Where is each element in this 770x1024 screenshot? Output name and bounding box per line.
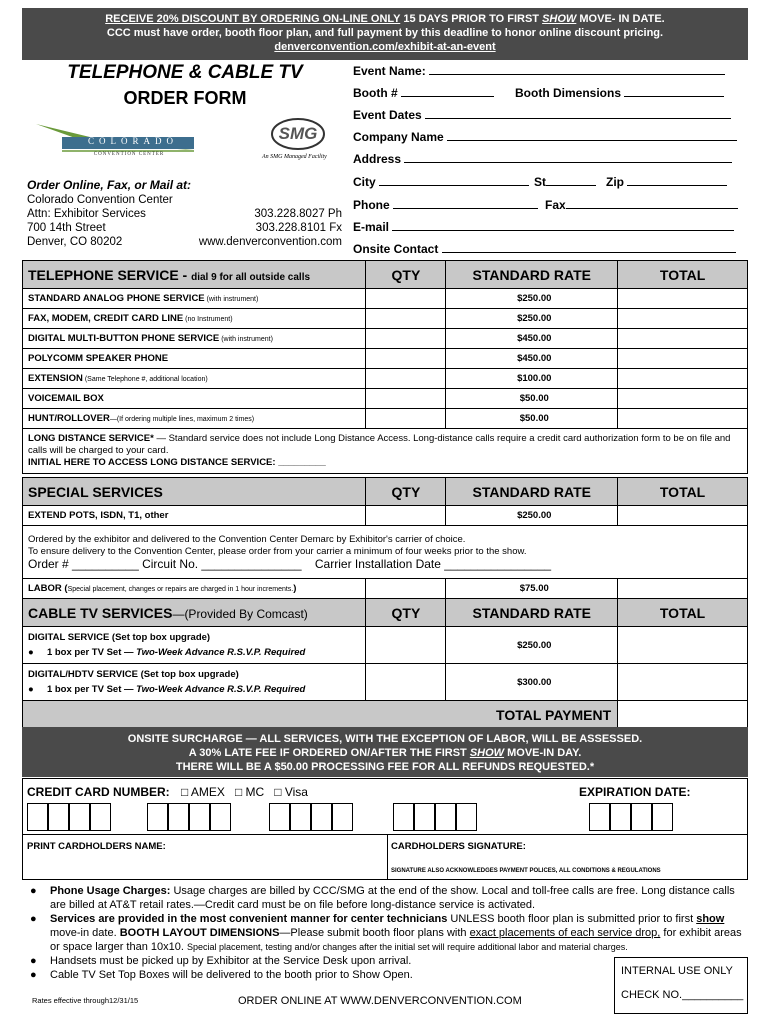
contact-fax: 303.228.8101 Fx [255,222,342,234]
booth-dimensions-label: Booth Dimensions [515,86,622,100]
rate-cell: $300.00 [446,664,618,701]
cable-provider: —(Provided By Comcast) [172,606,308,621]
address-name: Colorado Convention Center [27,194,173,206]
carrier-note-1: Ordered by the exhibitor and delivered to the Convention Center Demarc by Exhibitor's carrier of choice. [28,534,466,545]
rate-header: STANDARD RATE [446,599,618,627]
labor-label: LABOR ( [28,583,68,594]
row-label: HUNT/ROLLOVER [28,413,110,424]
smg-logo [262,116,328,166]
term-show: show [696,913,725,925]
colorado-logo-text: COLORADO [87,136,178,146]
total-cell[interactable] [618,329,748,349]
internal-use-label: INTERNAL USE ONLY [621,965,733,977]
row-note: (with instrument) [204,296,259,303]
contact-phone: 303.228.8027 Ph [254,208,342,220]
qty-cell[interactable] [366,289,446,309]
row-sub-italic: Two-Week Advance R.S.V.P. Required [136,684,306,695]
cable-title: CABLE TV SERVICES [28,604,173,621]
surcharge-line2-c: MOVE-IN DAY. [504,747,582,759]
onsite-contact-label: Onsite Contact [353,242,439,256]
row-label: EXTEND POTS, ISDN, T1, other [23,506,366,526]
qty-cell[interactable] [366,349,446,369]
qty-cell[interactable] [366,579,446,599]
rate-header: STANDARD RATE [446,261,618,289]
rate-cell: $250.00 [446,506,618,526]
event-dates-field[interactable] [353,108,731,122]
email-label: E-mail [353,220,390,234]
carrier-note-2: To ensure delivery to the Convention Center, please order from your carrier a minimum of four weeks prior to the show. [28,546,527,557]
rates-effective: Rates effective through12/31/15 [32,996,139,1005]
total-cell[interactable] [618,627,748,664]
rate-cell: $250.00 [446,309,618,329]
table-row [23,409,748,429]
table-row [23,369,748,389]
row-note: (no Instrument) [183,316,233,323]
row-label: DIGITAL SERVICE (Set top box upgrade) [28,632,211,643]
row-label: DIGITAL MULTI-BUTTON PHONE SERVICE [28,333,220,344]
carrier-note [23,526,748,579]
discount-banner [22,8,748,60]
telephone-services-table [22,260,748,474]
rate-cell: $50.00 [446,389,618,409]
total-cell[interactable] [618,289,748,309]
contact-numbers [190,207,342,249]
term-text: move-in date. [50,927,120,939]
special-services-title: SPECIAL SERVICES [23,478,366,506]
cc-group-1[interactable] [27,803,111,836]
colorado-logo-sub: CONVENTION CENTER [93,152,165,157]
company-field[interactable] [353,130,737,144]
long-distance-note [23,429,748,474]
row-note: —(If ordering multiple lines, maximum 2 times) [109,416,255,423]
surcharge-banner [22,727,748,777]
qty-cell[interactable] [366,329,446,349]
event-name-field[interactable] [353,64,725,78]
fax-field[interactable] [545,198,738,212]
table-row [23,389,748,409]
surcharge-line1: ONSITE SURCHARGE — ALL SERVICES, WITH THE EXCEPTION OF LABOR, WILL BE ASSESSED. [127,733,643,745]
event-dates-label: Event Dates [353,108,422,122]
total-cell[interactable] [618,349,748,369]
banner-link[interactable]: denverconvention.com/exhibit-at-an-event [274,41,496,53]
row-label: EXTENSION [28,373,83,384]
visa-label: Visa [284,785,308,799]
address-street: 700 14th Street [27,222,106,234]
expiration-label: EXPIRATION DATE: [579,785,691,799]
row-label: STANDARD ANALOG PHONE SERVICE [28,293,205,304]
signature-label[interactable]: CARDHOLDERS SIGNATURE: [391,841,526,852]
table-row [23,579,748,599]
term-text: Cable TV Set Top Boxes will be delivered to the booth prior to Show Open. [50,969,413,981]
form-subtitle: ORDER FORM [123,88,247,108]
visa-checkbox[interactable]: □ [274,785,282,799]
company-label: Company Name [353,130,444,144]
form-title: TELEPHONE & CABLE TV [67,62,303,83]
labor-end: ) [293,583,297,594]
rate-cell: $450.00 [446,329,618,349]
onsite-contact-field[interactable] [353,242,736,256]
total-cell[interactable] [618,506,748,526]
telephone-subtitle: dial 9 for all outside calls [191,271,311,283]
telephone-header [23,261,366,289]
booth-field[interactable] [353,86,494,100]
list-item: ● Phone Usage Charges: Usage charges are billed by CCC/SMG at the end of the show. Local and toll-free calls are free. Long distance calls are billed at AT&T retail rates.—Credit card must be on file before long-distance service is activated. [30,885,735,911]
email-field[interactable] [353,220,734,234]
total-cell[interactable] [618,309,748,329]
contact-web[interactable]: www.denverconvention.com [198,236,342,248]
banner-line2: CCC must have order, booth floor plan, and full payment by this deadline to honor online discount pricing. [106,27,664,39]
row-label: DIGITAL/HDTV SERVICE (Set top box upgrade) [28,669,239,680]
mailing-address [27,193,173,249]
rate-cell: $250.00 [446,627,618,664]
qty-cell[interactable] [366,369,446,389]
total-payment-cell[interactable] [618,701,748,729]
event-name-label: Event Name: [353,64,426,78]
rate-cell: $450.00 [446,349,618,369]
qty-cell[interactable] [366,409,446,429]
term-title: BOOTH LAYOUT DIMENSIONS [119,927,280,939]
total-cell[interactable] [618,664,748,701]
order-methods-heading: Order Online, Fax, or Mail at: [27,178,192,192]
telephone-title: TELEPHONE SERVICE - [28,266,192,283]
zip-label: Zip [606,175,624,189]
payment-section [22,778,748,880]
print-name-label[interactable]: PRINT CARDHOLDERS NAME: [27,841,166,852]
state-label: St [534,175,546,189]
term-text: Handsets must be picked up by Exhibitor at the Service Desk upon arrival. [50,955,412,967]
rate-cell: $100.00 [446,369,618,389]
long-distance-title: LONG DISTANCE SERVICE* [28,433,154,444]
list-item: ● Services are provided in the most convenient manner for center technicians UNLESS booth floor plan is submitted prior to first show move-in date. BOOTH LAYOUT DIMENSIONS—Please submit booth floor plans with exact placements of each service drop, for exhibit areas or space larger than 10x10. Special placement, testing and/or changes after the initial set will require additional labor and material charges. [30,913,742,953]
mc-label: MC [245,785,265,799]
city-field[interactable] [353,175,529,189]
row-sub: 1 box per TV Set — [46,647,137,658]
divider [23,834,747,835]
surcharge-line2-a: A 30% LATE FEE IF ORDERED ON/AFTER THE FIRST [188,747,470,759]
qty-cell[interactable] [366,664,446,701]
term-title: Phone Usage Charges: [50,885,171,897]
table-row [23,329,748,349]
total-header: TOTAL [618,599,748,627]
carrier-installation: Carrier Installation Date ________________ [314,557,552,571]
row-label: FAX, MODEM, CREDIT CARD LINE [28,313,184,324]
signature-note: SIGNATURE ALSO ACKNOWLEDGES PAYMENT POLICES, ALL CONDITIONS & REGULATIONS [391,868,661,874]
surcharge-line2-b: SHOW [469,747,505,759]
row-note: (with instrument) [219,336,273,343]
address-city: Denver, CO 80202 [27,236,123,248]
mc-checkbox[interactable]: □ [234,785,243,799]
row-sub: 1 box per TV Set — [46,684,137,695]
address-label: Address [353,152,402,166]
zip-field[interactable] [606,175,727,189]
qty-header: QTY [366,599,446,627]
list-item: ● Cable TV Set Top Boxes will be delivered to the booth prior to Show Open. [30,969,413,981]
state-field[interactable] [534,175,596,189]
term-underline: exact placements of each service drop, [469,927,661,939]
total-cell[interactable] [618,369,748,389]
amex-label: AMEX [190,785,225,799]
term-small: Special placement, testing and/or changes after the initial set will require additional labor and material charges. [186,942,628,952]
rate-cell: $50.00 [446,409,618,429]
labor-note: Special placement, changes or repairs are charged in 1 hour increments. [67,586,294,593]
row-note: (Same Telephone #, additional location) [82,376,208,383]
cc-group-3[interactable] [269,803,353,836]
cc-number-label: CREDIT CARD NUMBER: [27,785,170,799]
booth-label: Booth # [353,86,398,100]
banner-line1-d: MOVE- IN DATE. [576,13,665,25]
row-label: VOICEMAIL BOX [28,393,104,404]
order-online-footer[interactable]: ORDER ONLINE AT WWW.DENVERCONVENTION.COM [238,995,522,1007]
address-field[interactable] [353,152,732,166]
qty-header: QTY [366,478,446,506]
total-header: TOTAL [618,261,748,289]
term-text: Usage charges are billed by CCC/SMG at the end of the show. Local and toll-free calls are free. Long distance calls are billed at AT&T retail rates.—Credit card must be on file before long-distance service is activated. [50,885,735,911]
cc-group-4[interactable] [393,803,477,836]
table-row [23,309,748,329]
surcharge-line3: THERE WILL BE A $50.00 PROCESSING FEE FOR ALL REFUNDS REQUESTED.* [175,761,595,773]
amex-checkbox[interactable]: □ [181,785,189,799]
total-cell[interactable] [618,409,748,429]
check-number[interactable]: CHECK NO.__________ [621,989,744,1001]
qty-header: QTY [366,261,446,289]
long-distance-initial[interactable]: INITIAL HERE TO ACCESS LONG DISTANCE SERVICE: _________ [28,457,326,468]
banner-line1-b: 15 DAYS PRIOR TO FIRST [400,13,543,25]
city-label: City [353,175,376,189]
list-item: ● Handsets must be picked up by Exhibitor at the Service Desk upon arrival. [30,955,412,967]
special-services-table [22,477,748,599]
phone-field[interactable] [353,198,538,212]
cable-header [23,599,366,627]
term-text: for exhibit areas or space larger than 10x10. [50,927,742,953]
address-attn: Attn: Exhibitor Services [27,208,146,220]
row-sub-italic: Two-Week Advance R.S.V.P. Required [136,647,306,658]
total-cell[interactable] [618,389,748,409]
qty-cell[interactable] [366,389,446,409]
phone-label: Phone [353,198,390,212]
rate-header: STANDARD RATE [446,478,618,506]
total-header: TOTAL [618,478,748,506]
row-label: POLYCOMM SPEAKER PHONE [28,353,169,364]
cc-group-2[interactable] [147,803,231,836]
term-text: UNLESS booth floor plan is submitted prior to first [447,913,697,925]
table-row [23,506,748,526]
banner-line1-c: SHOW [542,13,577,25]
divider [387,834,388,880]
cable-services-table [22,598,748,729]
qty-cell[interactable] [366,506,446,526]
total-payment-label: TOTAL PAYMENT [23,701,618,729]
table-row: DIGITAL/HDTV SERVICE (Set top box upgrade) ● 1 box per TV Set — Two-Week Advance R.S.V.P. Required $300.00 [23,664,748,701]
table-row [23,289,748,309]
qty-cell[interactable] [366,627,446,664]
smg-logo-text: SMG [278,124,318,143]
total-cell[interactable] [618,579,748,599]
term-text: —Please submit booth floor plans with [279,927,470,939]
card-type-options [181,785,308,799]
internal-use-box [614,957,748,1014]
booth-dimensions-field[interactable] [515,86,724,100]
expiration-boxes[interactable] [589,803,673,836]
long-distance-text: — Standard service does not include Long Distance Access. Long-distance calls require a credit card authorization form to be on file and calls will be charged to your card. [28,433,731,456]
smg-logo-tag: An SMG Managed Facility [262,154,327,160]
fax-label: Fax [545,198,566,212]
qty-cell[interactable] [366,309,446,329]
carrier-fields[interactable] [28,558,742,570]
table-row: DIGITAL SERVICE (Set top box upgrade) ● 1 box per TV Set — Two-Week Advance R.S.V.P. Required $250.00 [23,627,748,664]
table-row [23,349,748,369]
rate-cell: $250.00 [446,289,618,309]
order-circuit: Order # __________ Circuit No. _______________ [28,557,302,571]
term-title: Services are provided in the most convenient manner for center technicians [50,913,448,925]
rate-cell: $75.00 [446,579,618,599]
banner-line1-a: RECEIVE 20% DISCOUNT BY ORDERING ON-LINE ONLY [105,13,401,25]
colorado-logo [34,120,199,162]
